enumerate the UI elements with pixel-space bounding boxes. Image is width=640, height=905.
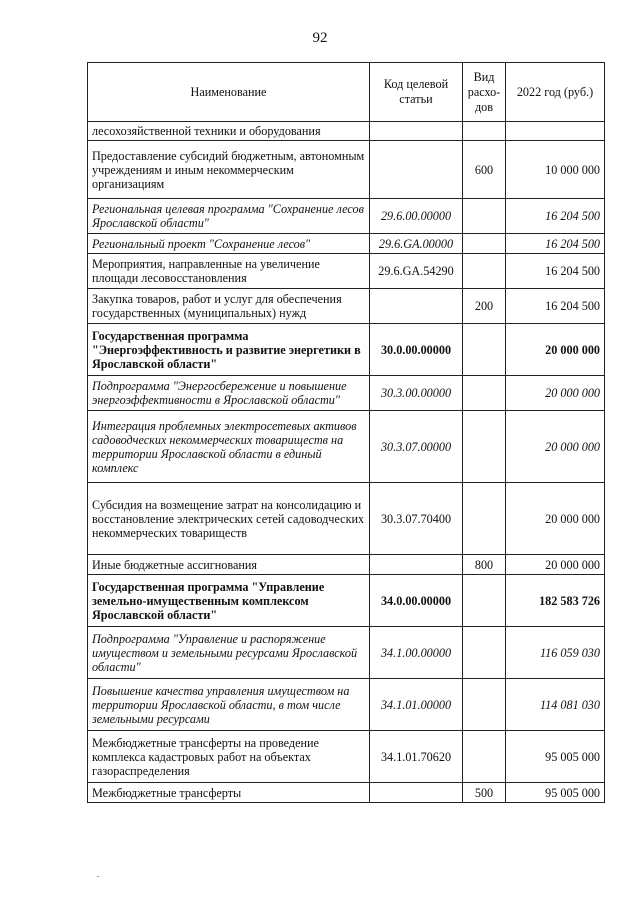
cell-sum: 114 081 030 xyxy=(506,679,605,731)
cell-kind xyxy=(463,199,506,234)
table-row xyxy=(88,199,605,234)
cell-kind xyxy=(463,575,506,627)
table-row xyxy=(88,122,605,141)
cell-name: Закупка товаров, работ и услуг для обеспечения государственных (муниципальных) нужд xyxy=(88,289,370,324)
cell-name: Иные бюджетные ассигнования xyxy=(88,555,370,575)
table-header-row xyxy=(88,63,605,122)
cell-kind xyxy=(463,627,506,679)
cell-code: 34.0.00.00000 xyxy=(370,575,463,627)
budget-table xyxy=(87,62,605,803)
cell-sum: 95 005 000 xyxy=(506,783,605,803)
cell-name: Субсидия на возмещение затрат на консолидацию и восстановление электрических сетей садоводческих некоммерческих товариществ xyxy=(88,483,370,555)
cell-code: 29.6.GA.54290 xyxy=(370,254,463,289)
cell-sum: 20 000 000 xyxy=(506,483,605,555)
cell-name: Подпрограмма "Управление и распоряжение имуществом и земельными ресурсами Ярославской области" xyxy=(88,627,370,679)
cell-code xyxy=(370,783,463,803)
table-row xyxy=(88,411,605,483)
cell-name: Межбюджетные трансферты xyxy=(88,783,370,803)
table-row xyxy=(88,783,605,803)
table-body xyxy=(88,122,605,803)
cell-sum: 10 000 000 xyxy=(506,141,605,199)
cell-name: Предоставление субсидий бюджетным, автономным учреждениям и иным некоммерческим организациям xyxy=(88,141,370,199)
table-row xyxy=(88,254,605,289)
table-row xyxy=(88,731,605,783)
cell-sum: 116 059 030 xyxy=(506,627,605,679)
table-row xyxy=(88,483,605,555)
header-kind: Вид расхо-дов xyxy=(463,63,506,122)
cell-kind xyxy=(463,731,506,783)
cell-kind xyxy=(463,254,506,289)
table-row xyxy=(88,234,605,254)
cell-sum xyxy=(506,122,605,141)
table-row xyxy=(88,679,605,731)
cell-kind xyxy=(463,324,506,376)
table-row xyxy=(88,555,605,575)
cell-name: Региональная целевая программа "Сохранение лесов Ярославской области" xyxy=(88,199,370,234)
cell-kind: 200 xyxy=(463,289,506,324)
cell-sum: 95 005 000 xyxy=(506,731,605,783)
cell-sum: 20 000 000 xyxy=(506,411,605,483)
cell-kind xyxy=(463,122,506,141)
table-row xyxy=(88,289,605,324)
table-row xyxy=(88,324,605,376)
cell-code xyxy=(370,122,463,141)
cell-name: Государственная программа "Энергоэффективность и развитие энергетики в Ярославской области" xyxy=(88,324,370,376)
cell-code xyxy=(370,141,463,199)
cell-name: лесохозяйственной техники и оборудования xyxy=(88,122,370,141)
cell-sum: 20 000 000 xyxy=(506,376,605,411)
cell-code: 29.6.00.00000 xyxy=(370,199,463,234)
table-row xyxy=(88,141,605,199)
cell-sum: 20 000 000 xyxy=(506,324,605,376)
cell-code: 30.3.00.00000 xyxy=(370,376,463,411)
header-sum: 2022 год (руб.) xyxy=(506,63,605,122)
cell-name: Интеграция проблемных электросетевых активов садоводческих некоммерческих товариществ на территории Ярославской области в единый комплекс xyxy=(88,411,370,483)
cell-code xyxy=(370,289,463,324)
cell-code: 34.1.01.00000 xyxy=(370,679,463,731)
cell-kind xyxy=(463,234,506,254)
cell-name: Мероприятия, направленные на увеличение площади лесовосстановления xyxy=(88,254,370,289)
cell-sum: 182 583 726 xyxy=(506,575,605,627)
cell-sum: 16 204 500 xyxy=(506,199,605,234)
cell-sum: 20 000 000 xyxy=(506,555,605,575)
table-row xyxy=(88,376,605,411)
cell-name: Государственная программа "Управление земельно-имущественным комплексом Ярославской области" xyxy=(88,575,370,627)
cell-code: 30.3.07.70400 xyxy=(370,483,463,555)
cell-kind: 500 xyxy=(463,783,506,803)
cell-code xyxy=(370,555,463,575)
cell-kind xyxy=(463,376,506,411)
header-code: Код целевой статьи xyxy=(370,63,463,122)
page-number: 92 xyxy=(312,30,328,46)
cell-code: 30.0.00.00000 xyxy=(370,324,463,376)
cell-kind xyxy=(463,411,506,483)
cell-name: Подпрограмма "Энергосбережение и повышение энергоэффективности в Ярославской области" xyxy=(88,376,370,411)
cell-sum: 16 204 500 xyxy=(506,289,605,324)
cell-name: Повышение качества управления имуществом на территории Ярославской области, в том числе земельными ресурсами xyxy=(88,679,370,731)
table-row xyxy=(88,575,605,627)
cell-sum: 16 204 500 xyxy=(506,234,605,254)
cell-code: 30.3.07.00000 xyxy=(370,411,463,483)
cell-code: 29.6.GA.00000 xyxy=(370,234,463,254)
header-name: Наименование xyxy=(88,63,370,122)
cell-name: Региональный проект "Сохранение лесов" xyxy=(88,234,370,254)
cell-kind: 600 xyxy=(463,141,506,199)
cell-code: 34.1.01.70620 xyxy=(370,731,463,783)
cell-code: 34.1.00.00000 xyxy=(370,627,463,679)
cell-sum: 16 204 500 xyxy=(506,254,605,289)
cell-kind xyxy=(463,679,506,731)
cell-name: Межбюджетные трансферты на проведение комплекса кадастровых работ на объектах газораспределения xyxy=(88,731,370,783)
table-row xyxy=(88,627,605,679)
cell-kind xyxy=(463,483,506,555)
cell-kind: 800 xyxy=(463,555,506,575)
margin-mark xyxy=(97,876,99,877)
